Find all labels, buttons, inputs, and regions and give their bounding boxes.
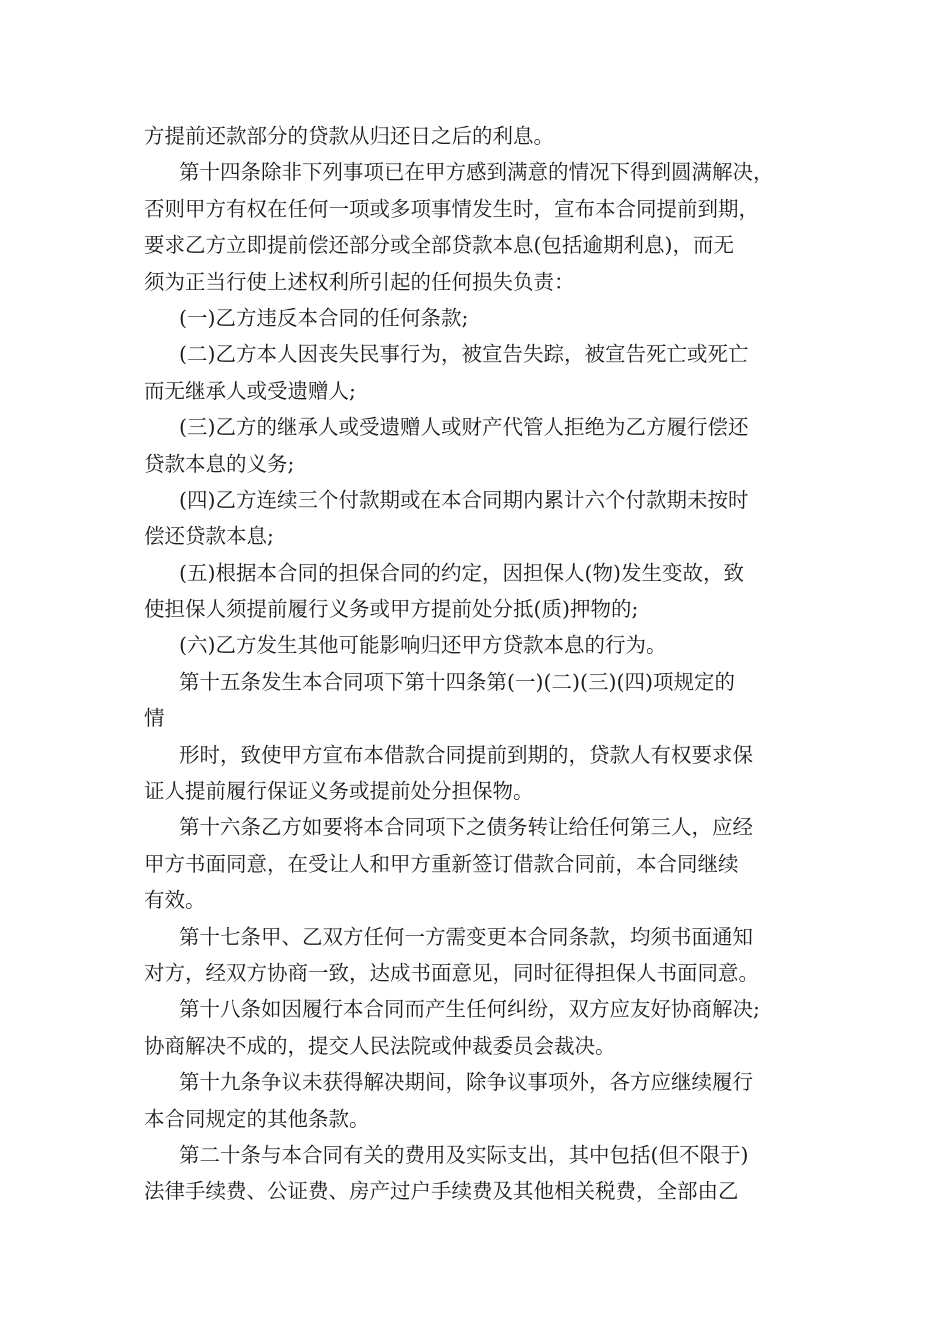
text-line: 第十五条发生本合同项下第十四条第(一)(二)(三)(四)项规定的 [179, 669, 735, 694]
text-line: 贷款本息的义务; [144, 451, 295, 476]
text-line: 而无继承人或受遗赠人; [144, 378, 356, 403]
text-line: 对方，经双方协商一致，达成书面意见，同时征得担保人书面同意。 [144, 960, 759, 985]
text-line: 使担保人须提前履行义务或甲方提前处分抵(质)押物的; [144, 597, 639, 622]
text-line: (三)乙方的继承人或受遗赠人或财产代管人拒绝为乙方履行偿还 [179, 415, 749, 440]
text-line: (四)乙方连续三个付款期或在本合同期内累计六个付款期未按时 [179, 487, 749, 512]
text-line: 第二十条与本合同有关的费用及实际支出，其中包括(但不限于) [179, 1142, 749, 1167]
text-line: 情 [144, 706, 165, 731]
text-line: (六)乙方发生其他可能影响归还甲方贷款本息的行为。 [179, 633, 667, 658]
text-line: 要求乙方立即提前偿还部分或全部贷款本息(包括逾期利息)，而无 [144, 233, 734, 258]
text-line: 须为正当行使上述权利所引起的任何损失负责： [144, 269, 575, 294]
text-line: 第十四条除非下列事项已在甲方感到满意的情况下得到圆满解决， [179, 160, 774, 185]
text-line: (二)乙方本人因丧失民事行为，被宣告失踪，被宣告死亡或死亡 [179, 342, 749, 367]
text-line: 否则甲方有权在任何一项或多项事情发生时，宣布本合同提前到期， [144, 196, 759, 221]
text-line: 第十九条争议未获得解决期间，除争议事项外，各方应继续履行 [179, 1070, 753, 1095]
text-line: 形时，致使甲方宣布本借款合同提前到期的，贷款人有权要求保 [179, 742, 753, 767]
contract-text-body [144, 118, 814, 1210]
text-line: 法律手续费、公证费、房产过户手续费及其他相关税费，全部由乙 [144, 1179, 739, 1204]
text-line: (五)根据本合同的担保合同的约定，因担保人(物)发生变故，致 [179, 560, 744, 585]
text-line: 第十六条乙方如要将本合同项下之债务转让给任何第三人，应经 [179, 815, 753, 840]
text-line: 偿还贷款本息; [144, 524, 274, 549]
text-line: 有效。 [144, 888, 206, 913]
text-line: 第十八条如因履行本合同而产生任何纠纷，双方应友好协商解决; [179, 997, 760, 1022]
text-line: 第十七条甲、乙双方任何一方需变更本合同条款，均须书面通知 [179, 924, 753, 949]
text-line: 甲方书面同意，在受让人和甲方重新签订借款合同前，本合同继续 [144, 851, 739, 876]
text-line: 证人提前履行保证义务或提前处分担保物。 [144, 779, 534, 804]
text-line: 协商解决不成的，提交人民法院或仲裁委员会裁决。 [144, 1033, 616, 1058]
text-line: 方提前还款部分的贷款从归还日之后的利息。 [144, 124, 554, 148]
text-line: (一)乙方违反本合同的任何条款; [179, 305, 469, 330]
text-line: 本合同规定的其他条款。 [144, 1106, 370, 1131]
